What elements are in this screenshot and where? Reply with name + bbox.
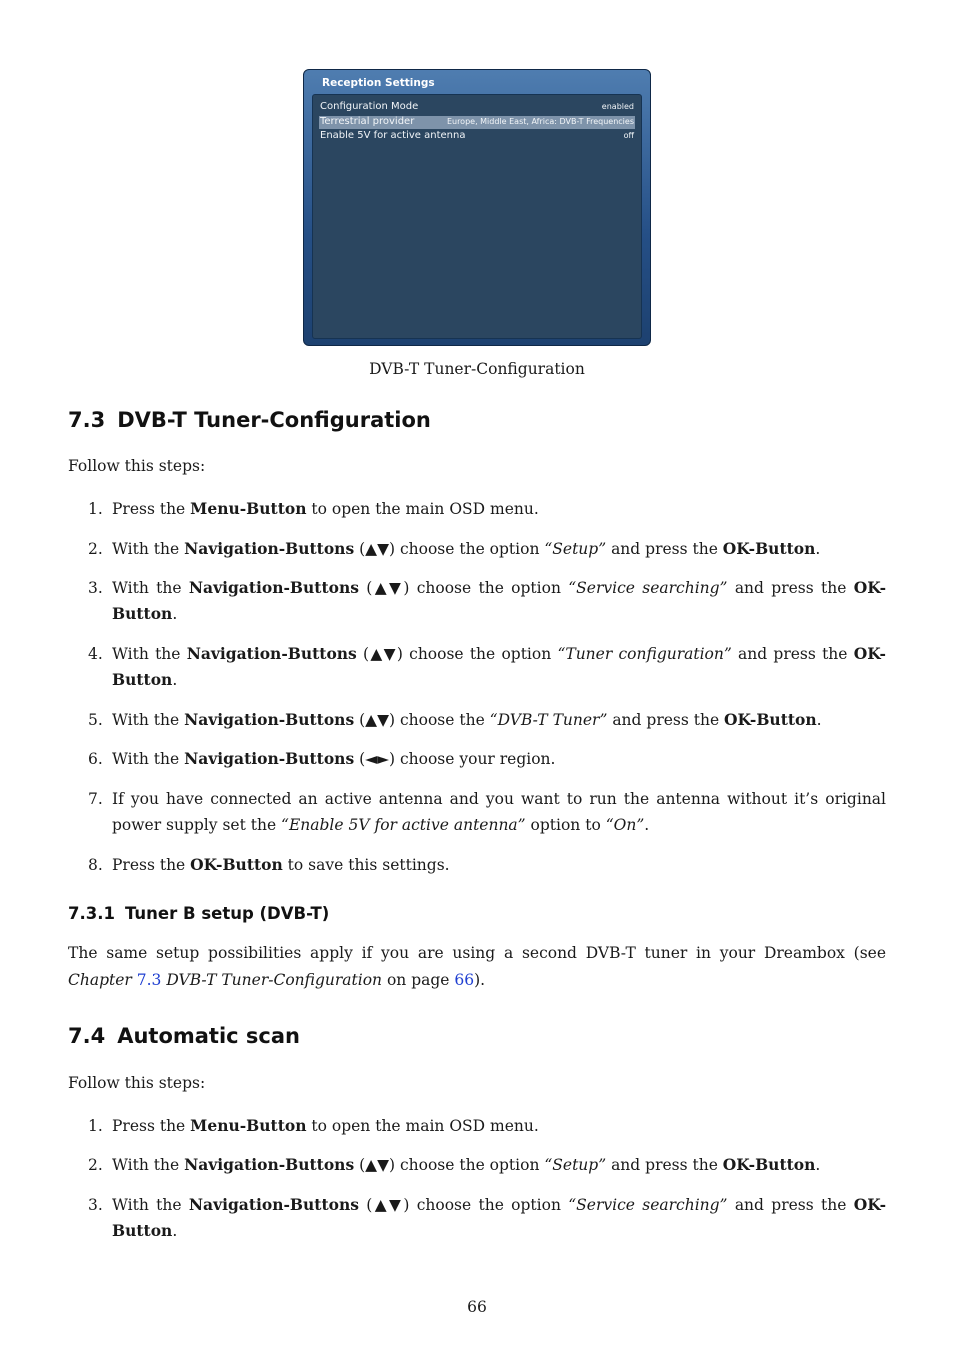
list-item: 2. With the Navigation-Buttons (▲▼) choose the option “Setup” and press the OK-Button.: [112, 536, 886, 562]
osd-row-value: Europe, Middle East, Africa: DVB-T Frequencies: [446, 117, 634, 126]
list-item: 8. Press the OK-Button to save this settings.: [112, 852, 886, 878]
list-number: 5.: [88, 711, 103, 729]
list-item: 6. With the Navigation-Buttons (◄►) choose your region.: [112, 746, 886, 772]
list-item: 7. If you have connected an active antenna and you want to run the antenna without it’s original power supply set the “Enable 5V for active antenna” option to “On”.: [112, 786, 886, 838]
osd-row-value: off: [623, 131, 634, 140]
osd-row-label: Terrestrial provider: [320, 116, 415, 127]
intro-paragraph: Follow this steps:: [68, 457, 206, 475]
figure-caption: DVB-T Tuner-Configuration: [369, 360, 585, 378]
list-number: 3.: [88, 579, 103, 597]
osd-row-value: enabled: [601, 102, 634, 111]
subsection-heading-7-3-1: [68, 904, 329, 923]
osd-title: Reception Settings: [322, 77, 435, 89]
osd-row-terrestrial-provider: [319, 116, 635, 129]
list-item: 3. With the Navigation-Buttons (▲▼) choose the option “Service searching” and press the OK-Button.: [112, 575, 886, 627]
section-heading-7-3: [68, 408, 431, 432]
list-item: 1. Press the Menu-Button to open the main OSD menu.: [112, 1113, 886, 1139]
osd-row-label: Enable 5V for active antenna: [320, 130, 466, 141]
list-number: 2.: [88, 1156, 103, 1174]
list-number: 1.: [88, 500, 103, 518]
section-title: Automatic scan: [117, 1024, 300, 1048]
osd-row-label: Configuration Mode: [320, 101, 419, 112]
list-item: 3. With the Navigation-Buttons (▲▼) choose the option “Service searching” and press the OK-Button.: [112, 1192, 886, 1244]
section-number: 7.3: [68, 408, 106, 432]
section-number: 7.4: [68, 1024, 106, 1048]
osd-row-configuration-mode: [319, 101, 635, 114]
section-link[interactable]: 7.3: [136, 971, 162, 989]
list-number: 3.: [88, 1196, 103, 1214]
list-number: 1.: [88, 1117, 103, 1135]
list-number: 7.: [88, 790, 103, 808]
osd-list: [312, 94, 642, 339]
section-heading-7-4: [68, 1024, 300, 1048]
page-number: 66: [467, 1298, 487, 1316]
list-item: 4. With the Navigation-Buttons (▲▼) choose the option “Tuner configuration” and press the OK-Button.: [112, 641, 886, 693]
reception-settings-screenshot: [303, 69, 651, 346]
osd-row-enable-5v: [319, 130, 635, 143]
list-number: 2.: [88, 540, 103, 558]
list-item: 5. With the Navigation-Buttons (▲▼) choose the “DVB-T Tuner” and press the OK-Button.: [112, 707, 886, 733]
section-title: DVB-T Tuner-Configuration: [117, 408, 431, 432]
intro-paragraph: Follow this steps:: [68, 1074, 206, 1092]
list-number: 4.: [88, 645, 103, 663]
list-item: 1. Press the Menu-Button to open the main OSD menu.: [112, 496, 886, 522]
list-item: 2. With the Navigation-Buttons (▲▼) choose the option “Setup” and press the OK-Button.: [112, 1152, 886, 1178]
body-paragraph: The same setup possibilities apply if you are using a second DVB-T tuner in your Dreambox (see Chapter 7.3 DVB-T Tuner-Configuration on page 66).: [68, 944, 886, 989]
list-number: 6.: [88, 750, 103, 768]
subsection-title: Tuner B setup (DVB-T): [124, 904, 330, 923]
page-link[interactable]: 66: [454, 971, 475, 989]
list-number: 8.: [88, 856, 103, 874]
subsection-number: 7.3.1: [68, 904, 115, 923]
